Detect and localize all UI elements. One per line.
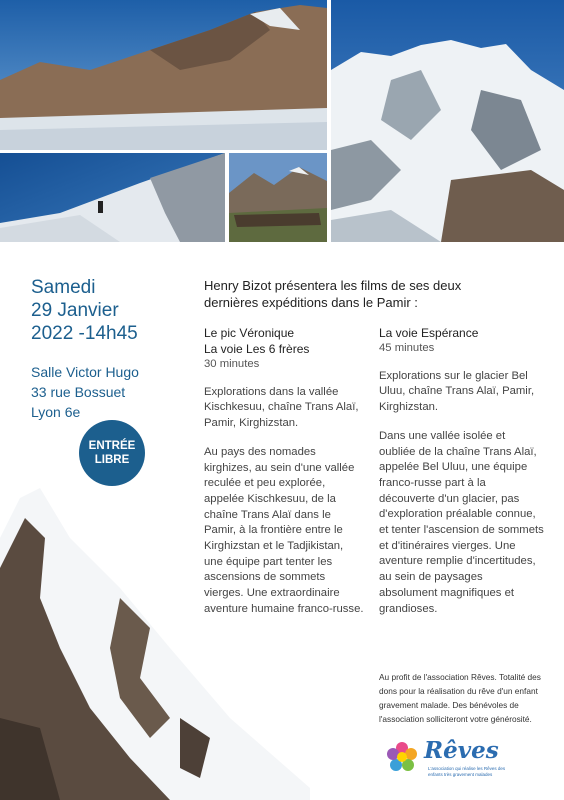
flower-logo-icon <box>384 740 420 776</box>
venue-street: 33 rue Bossuet <box>31 384 126 400</box>
event-date <box>31 276 138 345</box>
photo-snow-peak <box>331 0 564 242</box>
logo-name: Rêves <box>424 737 499 764</box>
logo-tagline: L'association qui réalise les Rêves des enfants très gravement malades <box>428 766 506 777</box>
film-title: Le pic Véronique <box>204 326 295 340</box>
film-duration: 30 minutes <box>204 358 260 370</box>
film-location: Explorations sur le glacier Bel Uluu, chaîne Trans Alaï, Pamir, Kirghizstan. <box>379 369 535 414</box>
film-duration: 45 minutes <box>379 342 435 354</box>
intro-text: Henry Bizot présentera les films de ses deux dernières expéditions dans le Pamir : <box>204 278 462 310</box>
free-entry-badge <box>79 420 145 486</box>
film-description: Dans une vallée isolée et oubliée de la chaîne Trans Alaï, appelée Bel Uluu, une équipe franco-russe part à la découverte d'un glacier, pas d'exploration préalable connue, et tenter l'ascension de sommets et d'itinéraires vierges. Une aventure remplie d'incertitudes, au sein de paysages absolument magnifiques et grandioses. <box>379 429 544 615</box>
event-venue <box>31 362 139 422</box>
venue-name: Salle Victor Hugo <box>31 364 139 380</box>
date-year-time: 2022 -14h45 <box>31 323 138 344</box>
association-note: Au profit de l'association Rêves. Totalité des dons pour la réalisation du rêve d'un enfant gravement malade. Des bénévoles de l'association solliciteront votre générosité. <box>379 672 541 724</box>
badge-line1: ENTRÉE <box>88 440 136 452</box>
film-column-1 <box>204 325 364 631</box>
venue-city: Lyon 6e <box>31 404 81 420</box>
film-subtitle: La voie Les 6 frères <box>204 342 310 356</box>
film-description: Au pays des nomades kirghizes, au sein d'une vallée reculée et peu explorée, appelée Kischkesuu, de la chaîne Trans Alaï dans le Pamir, à la frontière entre le Kirghizstan et le Tadjikistan, une équipe part tenter les ascensions de sommets vierges. Une extraordinaire aventure humaine franco-russe. <box>204 445 364 615</box>
badge-line2: LIBRE <box>94 454 130 466</box>
photo-herd-camp <box>229 153 327 242</box>
photo-climber-ridge <box>0 153 225 242</box>
film-title: La voie Espérance <box>379 326 479 340</box>
date-day: Samedi <box>31 277 96 298</box>
date-month: 29 Janvier <box>31 300 119 321</box>
film-column-2 <box>379 325 544 630</box>
photo-glacier-valley <box>0 0 327 150</box>
film-location: Explorations dans la vallée Kischkesuu, chaîne Trans Alaï, Pamir, Kirghizstan. <box>204 385 359 430</box>
